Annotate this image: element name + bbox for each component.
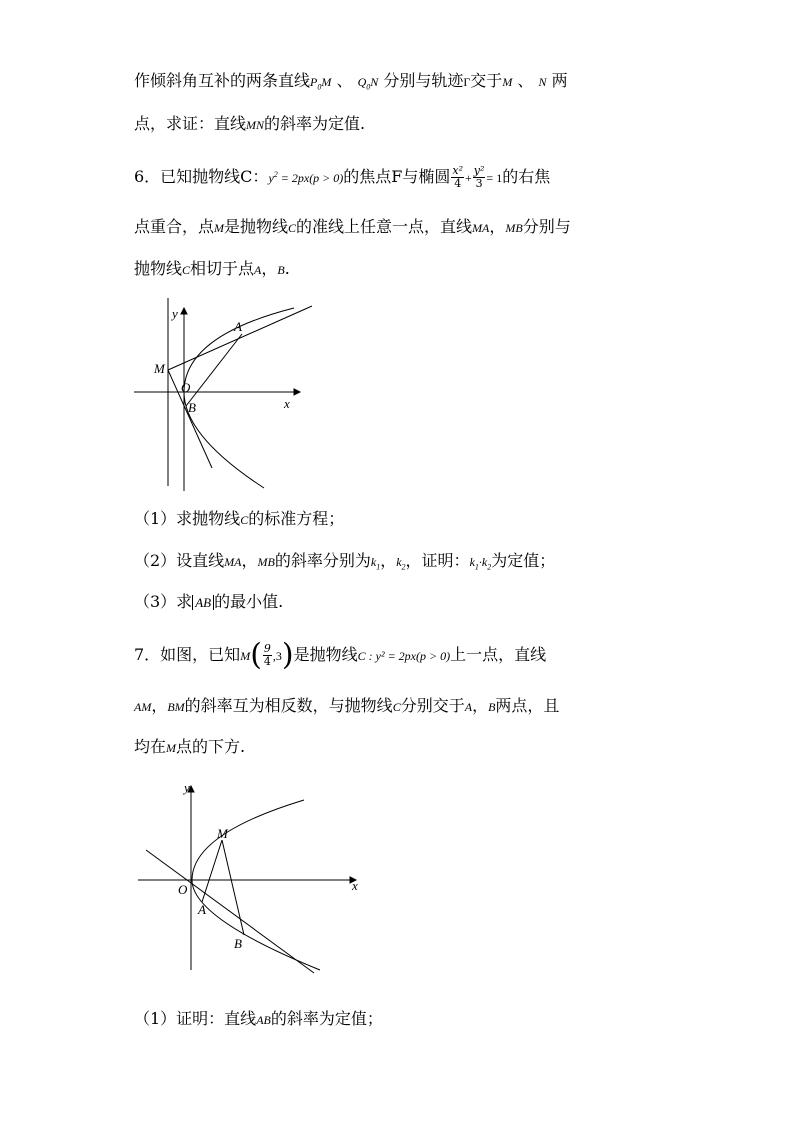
text: 的斜率为定值； <box>270 1009 383 1028</box>
text: 交于 <box>470 71 503 90</box>
math-k1k2: $k_1\cdot k_2$ <box>469 555 492 572</box>
text: 分别与轨迹 <box>383 71 464 90</box>
text: 、 <box>336 71 353 90</box>
text: 的斜率为定值. <box>264 114 366 133</box>
text: 点重合，点 <box>134 217 215 236</box>
math-C: C <box>392 700 401 714</box>
p6-line-1 <box>134 164 550 190</box>
text: 为定值； <box>491 551 556 570</box>
text: 分别交于 <box>400 696 465 715</box>
p7-line-1 <box>134 637 547 673</box>
label-M: M <box>217 826 228 841</box>
math-MB: MB <box>505 221 523 235</box>
p7-question-1 <box>134 1008 383 1031</box>
text: ， <box>261 259 278 278</box>
text: 的标准方程； <box>248 509 345 528</box>
text: （3）求 <box>134 592 193 611</box>
tangent-MA <box>168 306 312 370</box>
math-AM: AM <box>134 700 152 714</box>
text: ， <box>241 551 258 570</box>
text: ， <box>472 696 489 715</box>
label-O: O <box>181 380 191 395</box>
label-M: M <box>154 361 165 376</box>
math-MA: MA <box>224 555 242 569</box>
p6-question-2 <box>134 550 555 578</box>
math-plus: + <box>465 171 472 185</box>
text: 均在 <box>134 737 167 756</box>
math-B: B <box>488 700 496 714</box>
frac-9-4: $\frac{9}{4}$ <box>263 642 271 668</box>
math-C: C <box>240 513 249 527</box>
text: 作倾斜角互补的两条直线 <box>134 71 311 90</box>
label-y: y <box>172 306 178 321</box>
math-MA: MA <box>472 221 490 235</box>
label-B: B <box>188 400 196 415</box>
math-Q0N: $Q_0N$ <box>357 75 379 92</box>
math-MN: MN <box>246 118 265 132</box>
math-MB: MB <box>257 555 275 569</box>
text: ， <box>151 696 168 715</box>
p5-line-2 <box>134 113 365 136</box>
chord-AB <box>186 334 242 406</box>
math-M: M <box>502 75 513 89</box>
math-coord-rest: ,3 <box>272 649 282 663</box>
text: 相切于点 <box>190 259 255 278</box>
y-axis-arrow <box>181 308 187 314</box>
paren-close: ) <box>281 637 294 673</box>
text: 的焦点F与椭圆 <box>343 167 451 186</box>
math-k2: $k_2$ <box>396 555 406 572</box>
math-k1: $k_1$ <box>370 555 381 572</box>
figure-p6 <box>134 296 319 491</box>
p6-line-2 <box>134 216 571 239</box>
parabola-curve <box>184 308 294 488</box>
text: （1）求抛物线 <box>134 509 241 528</box>
p7-line-3 <box>134 736 245 759</box>
label-O: O <box>178 882 188 897</box>
math-B: B <box>277 263 285 277</box>
math-P0M: $P_0M$ <box>310 75 332 92</box>
label-x: x <box>284 396 290 411</box>
math-AB: AB <box>256 1013 271 1027</box>
math-C: C <box>182 263 191 277</box>
text: （1）证明：直线 <box>134 1009 257 1028</box>
text: 的斜率互为相反数，与抛物线 <box>184 696 393 715</box>
label-A: A <box>198 902 206 917</box>
text: 是抛物线 <box>293 645 358 664</box>
math-M: M <box>166 741 177 755</box>
text: （2）设直线 <box>134 551 225 570</box>
text: 上一点，直线 <box>450 645 547 664</box>
text: . <box>284 259 290 278</box>
text: 、 <box>517 71 534 90</box>
text: 7．如图，已知 <box>134 645 241 664</box>
math-M: M <box>240 649 251 663</box>
p6-question-1 <box>134 508 344 531</box>
text: 是抛物线 <box>224 217 289 236</box>
text: 6．已知抛物线C： <box>134 167 269 186</box>
text: ，证明： <box>405 551 470 570</box>
math-A: A <box>254 263 262 277</box>
text: 的右焦 <box>502 167 551 186</box>
figure-p7 <box>134 778 364 978</box>
math-gamma: Γ <box>463 75 471 89</box>
p6-question-3 <box>134 591 283 614</box>
label-B: B <box>234 936 242 951</box>
math-parabola-eq: $y^2 = 2px(p > 0)$ <box>268 170 344 185</box>
line-BM <box>222 840 244 935</box>
p5-line-1 <box>134 70 568 98</box>
math-eq-one: = 1 <box>486 171 503 185</box>
math-A: A <box>464 700 473 714</box>
text: 分别与 <box>522 217 571 236</box>
label-A: A <box>234 319 242 334</box>
text: ， <box>380 551 397 570</box>
text: 抛物线 <box>134 259 183 278</box>
frac-y2-3: $\frac{\text{y²}}{3}$ <box>473 164 485 190</box>
math-abs-AB: AB <box>192 595 214 610</box>
label-x: x <box>352 878 358 893</box>
line-AB <box>146 850 314 973</box>
parabola-curve <box>192 800 320 970</box>
math-BM: BM <box>167 700 185 714</box>
frac-x2-4: $\frac{\text{x²}}{4}$ <box>452 164 464 190</box>
text: 的准线上任意一点，直线 <box>296 217 473 236</box>
paren-open: ( <box>250 637 262 673</box>
text: 两点，且 <box>495 696 560 715</box>
p7-line-2 <box>134 695 559 718</box>
text: 的斜率分别为 <box>274 551 371 570</box>
math-N: N <box>538 75 547 89</box>
p6-line-3 <box>134 258 290 281</box>
text: ， <box>489 217 506 236</box>
text: 的最小值. <box>214 592 284 611</box>
text: 点，求证：直线 <box>134 114 247 133</box>
text: 两 <box>551 71 568 90</box>
text: 点的下方. <box>176 737 246 756</box>
x-axis-arrow <box>294 389 300 395</box>
math-M: M <box>214 221 225 235</box>
label-y: y <box>184 780 190 795</box>
math-C: C <box>288 221 297 235</box>
line-AM-hidden <box>144 838 222 850</box>
math-parabola-eq: C : y² = 2px(p > 0) <box>357 649 451 663</box>
